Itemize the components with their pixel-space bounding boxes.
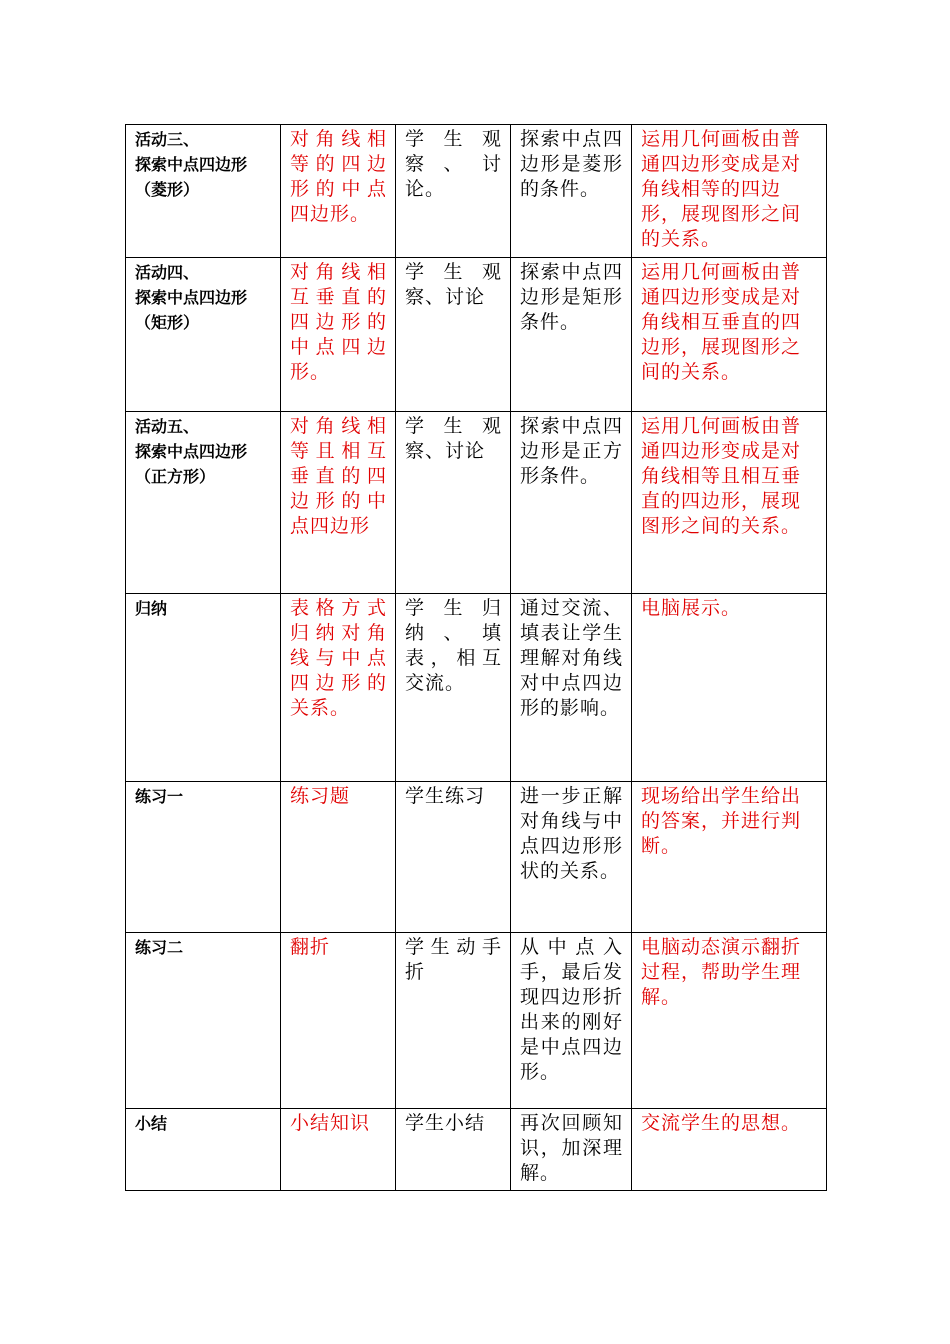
stage-label: 活动三、 探索中点四边形 （菱形） <box>135 130 248 199</box>
design-intent-cell: 从中点入手，最后发现四边形折出来的刚好是中点四边形。 <box>511 933 632 1109</box>
stage-label: 练习二 <box>135 938 184 957</box>
student-activity-cell: 学生小结 <box>396 1109 511 1191</box>
stage-cell <box>126 782 281 933</box>
stage-cell <box>126 125 281 258</box>
media-cell: 现场给出学生给出的答案，并进行判断。 <box>632 782 827 933</box>
stage-cell <box>126 594 281 782</box>
content-cell: 练习题 <box>281 782 396 933</box>
stage-cell <box>126 258 281 412</box>
stage-label: 归纳 <box>135 599 168 618</box>
student-activity-cell: 学生归纳、填表，相互交流。 <box>396 594 511 782</box>
table-row <box>126 412 827 594</box>
design-intent-cell: 探索中点四边形是矩形条件。 <box>511 258 632 412</box>
student-activity-cell: 学生观察、讨论。 <box>396 125 511 258</box>
table-row <box>126 1109 827 1191</box>
table-row <box>126 125 827 258</box>
content-cell: 小结知识 <box>281 1109 396 1191</box>
content-cell: 对角线相等的四边形的中点四边形。 <box>281 125 396 258</box>
student-activity-cell: 学生观察、讨论 <box>396 258 511 412</box>
student-activity-cell: 学生动手折 <box>396 933 511 1109</box>
lesson-plan-table <box>125 124 827 1191</box>
stage-label: 活动四、 探索中点四边形（矩形） <box>135 263 248 332</box>
media-cell: 电脑展示。 <box>632 594 827 782</box>
table-row <box>126 594 827 782</box>
media-cell: 运用几何画板由普通四边形变成是对角线相等的四边形，展现图形之间的关系。 <box>632 125 827 258</box>
media-cell: 交流学生的思想。 <box>632 1109 827 1191</box>
design-intent-cell: 探索中点四边形是正方形条件。 <box>511 412 632 594</box>
media-cell: 电脑动态演示翻折过程，帮助学生理解。 <box>632 933 827 1109</box>
stage-label: 小结 <box>135 1114 168 1133</box>
design-intent-cell: 进一步正解对角线与中点四边形形状的关系。 <box>511 782 632 933</box>
table-row <box>126 782 827 933</box>
design-intent-cell: 再次回顾知识，加深理解。 <box>511 1109 632 1191</box>
content-cell: 对角线相等且相互垂直的四边形的中点四边形 <box>281 412 396 594</box>
stage-cell <box>126 1109 281 1191</box>
stage-cell <box>126 933 281 1109</box>
design-intent-cell: 通过交流、填表让学生理解对角线对中点四边形的影响。 <box>511 594 632 782</box>
student-activity-cell: 学生练习 <box>396 782 511 933</box>
stage-cell <box>126 412 281 594</box>
table-row <box>126 933 827 1109</box>
stage-label: 练习一 <box>135 787 184 806</box>
student-activity-cell: 学生观察、讨论 <box>396 412 511 594</box>
content-cell: 对角线相互垂直的四边形的中点四边形。 <box>281 258 396 412</box>
table-row <box>126 258 827 412</box>
media-cell: 运用几何画板由普通四边形变成是对角线相互垂直的四边形，展现图形之间的关系。 <box>632 258 827 412</box>
media-cell: 运用几何画板由普通四边形变成是对角线相等且相互垂直的四边形，展现图形之间的关系。 <box>632 412 827 594</box>
content-cell: 翻折 <box>281 933 396 1109</box>
design-intent-cell: 探索中点四边形是菱形的条件。 <box>511 125 632 258</box>
content-cell: 表格方式归纳对角线与中点四边形的关系。 <box>281 594 396 782</box>
stage-label: 活动五、 探索中点四边形（正方形） <box>135 417 248 486</box>
